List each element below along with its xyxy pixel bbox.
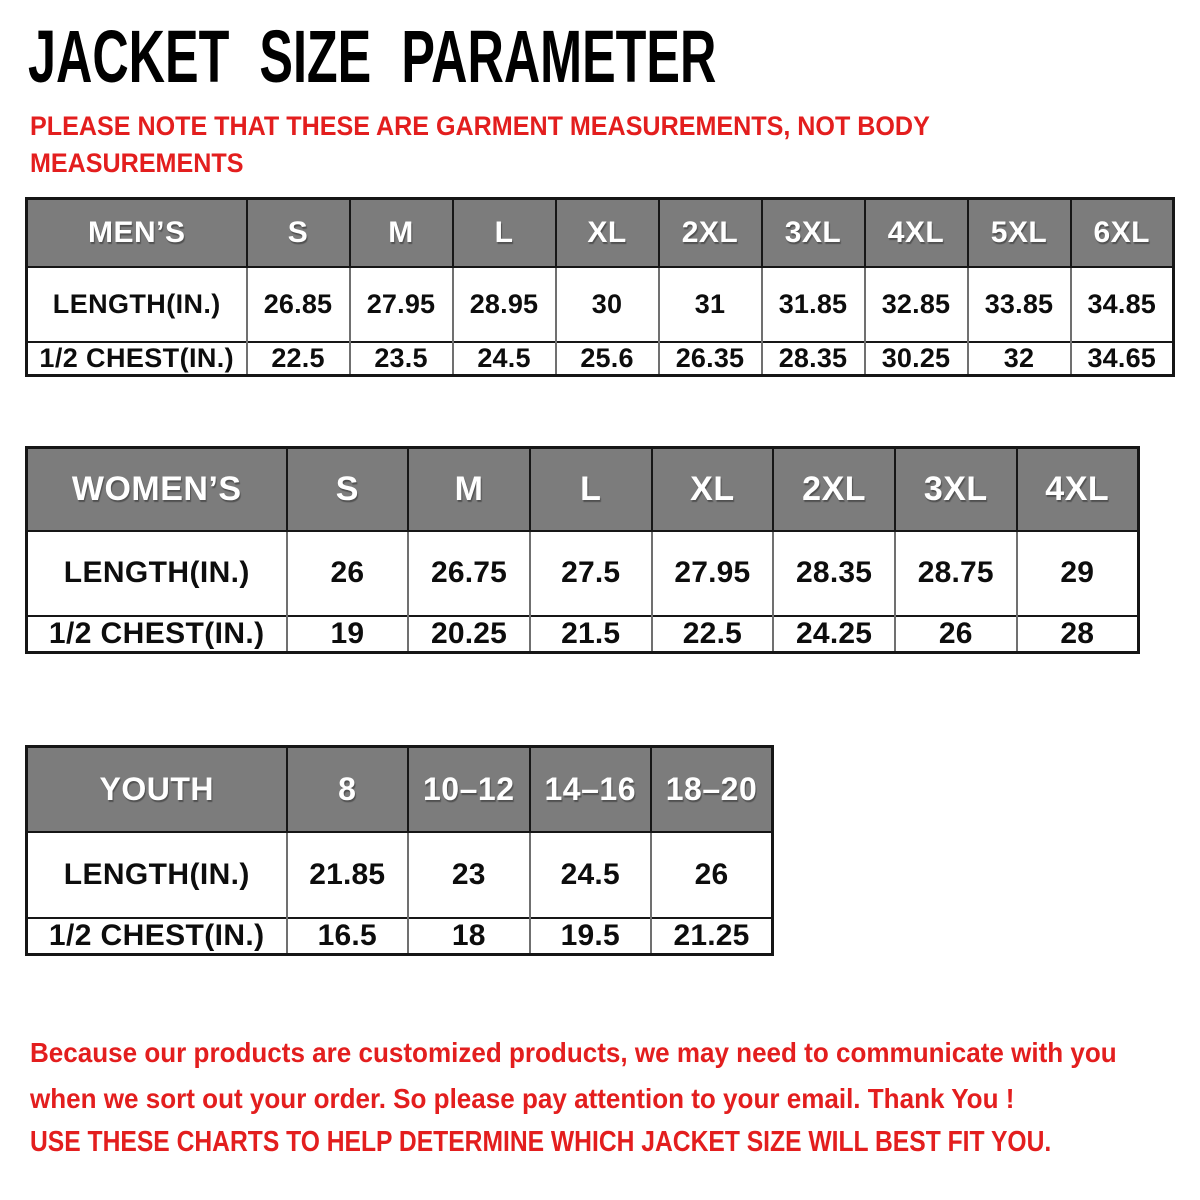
row-label: 1/2 CHEST(IN.) [27, 616, 287, 653]
youth-table-title: YOUTH [27, 747, 287, 832]
size-value: 31 [659, 267, 762, 342]
size-value: 23.5 [350, 342, 453, 376]
mens-table-title: MEN’S [27, 199, 247, 267]
row-label: LENGTH(IN.) [27, 267, 247, 342]
size-value: 18 [408, 918, 530, 955]
size-value: 27.95 [350, 267, 453, 342]
size-value: 28.35 [773, 531, 895, 616]
youth-measurement-row [27, 832, 773, 918]
size-column-header: XL [652, 448, 774, 531]
mens-header-row [27, 199, 1174, 267]
size-value: 24.5 [530, 832, 652, 918]
size-column-header: 5XL [968, 199, 1071, 267]
size-value: 34.85 [1071, 267, 1174, 342]
size-column-header: 3XL [762, 199, 865, 267]
size-column-header: L [530, 448, 652, 531]
size-column-header: M [350, 199, 453, 267]
size-value: 23 [408, 832, 530, 918]
womens-measurement-row [27, 616, 1139, 653]
size-value: 28 [1017, 616, 1139, 653]
chart-usage-note: USE THESE CHARTS TO HELP DETERMINE WHICH JACKET SIZE WILL BEST FIT YOU. [30, 1126, 1052, 1158]
size-value: 16.5 [287, 918, 409, 955]
womens-table-title: WOMEN’S [27, 448, 287, 531]
size-value: 24.5 [453, 342, 556, 376]
size-value: 22.5 [652, 616, 774, 653]
size-value: 26.75 [408, 531, 530, 616]
size-value: 26.35 [659, 342, 762, 376]
size-value: 26.85 [247, 267, 350, 342]
size-column-header: 10–12 [408, 747, 530, 832]
size-value: 20.25 [408, 616, 530, 653]
youth-size-table [25, 745, 774, 956]
size-value: 26 [287, 531, 409, 616]
size-column-header: 4XL [865, 199, 968, 267]
youth-measurement-row [27, 918, 773, 955]
size-value: 24.25 [773, 616, 895, 653]
row-label: 1/2 CHEST(IN.) [27, 918, 287, 955]
row-label: LENGTH(IN.) [27, 531, 287, 616]
size-column-header: 2XL [659, 199, 762, 267]
size-column-header: L [453, 199, 556, 267]
size-value: 30.25 [865, 342, 968, 376]
size-column-header: XL [556, 199, 659, 267]
mens-measurement-row [27, 267, 1174, 342]
size-column-header: 14–16 [530, 747, 652, 832]
size-value: 22.5 [247, 342, 350, 376]
womens-measurement-row [27, 531, 1139, 616]
mens-measurement-row [27, 342, 1174, 376]
size-column-header: 8 [287, 747, 409, 832]
row-label: 1/2 CHEST(IN.) [27, 342, 247, 376]
size-column-header: S [247, 199, 350, 267]
size-value: 21.5 [530, 616, 652, 653]
size-column-header: 6XL [1071, 199, 1174, 267]
size-value: 19.5 [530, 918, 652, 955]
size-value: 30 [556, 267, 659, 342]
size-value: 34.65 [1071, 342, 1174, 376]
size-value: 32.85 [865, 267, 968, 342]
size-value: 19 [287, 616, 409, 653]
youth-header-row [27, 747, 773, 832]
size-value: 28.95 [453, 267, 556, 342]
customization-notice: Because our products are customized products, we may need to communicate with you when we sort out your order. So please pay attention to your email. Thank You ! [30, 1037, 1117, 1114]
size-value: 25.6 [556, 342, 659, 376]
size-value: 32 [968, 342, 1071, 376]
size-value: 21.85 [287, 832, 409, 918]
size-column-header: 3XL [895, 448, 1017, 531]
garment-measurement-note: PLEASE NOTE THAT THESE ARE GARMENT MEASUREMENTS, NOT BODY MEASUREMENTS [30, 111, 930, 178]
size-value: 29 [1017, 531, 1139, 616]
size-value: 28.35 [762, 342, 865, 376]
size-value: 27.95 [652, 531, 774, 616]
size-column-header: M [408, 448, 530, 531]
size-value: 27.5 [530, 531, 652, 616]
size-column-header: S [287, 448, 409, 531]
mens-size-table [25, 197, 1175, 377]
size-value: 26 [651, 832, 773, 918]
size-value: 33.85 [968, 267, 1071, 342]
size-value: 21.25 [651, 918, 773, 955]
size-column-header: 4XL [1017, 448, 1139, 531]
size-column-header: 18–20 [651, 747, 773, 832]
size-column-header: 2XL [773, 448, 895, 531]
page-title: JACKET SIZE PARAMETER [28, 15, 717, 98]
row-label: LENGTH(IN.) [27, 832, 287, 918]
size-value: 28.75 [895, 531, 1017, 616]
womens-size-table [25, 446, 1140, 654]
size-value: 31.85 [762, 267, 865, 342]
womens-header-row [27, 448, 1139, 531]
size-value: 26 [895, 616, 1017, 653]
